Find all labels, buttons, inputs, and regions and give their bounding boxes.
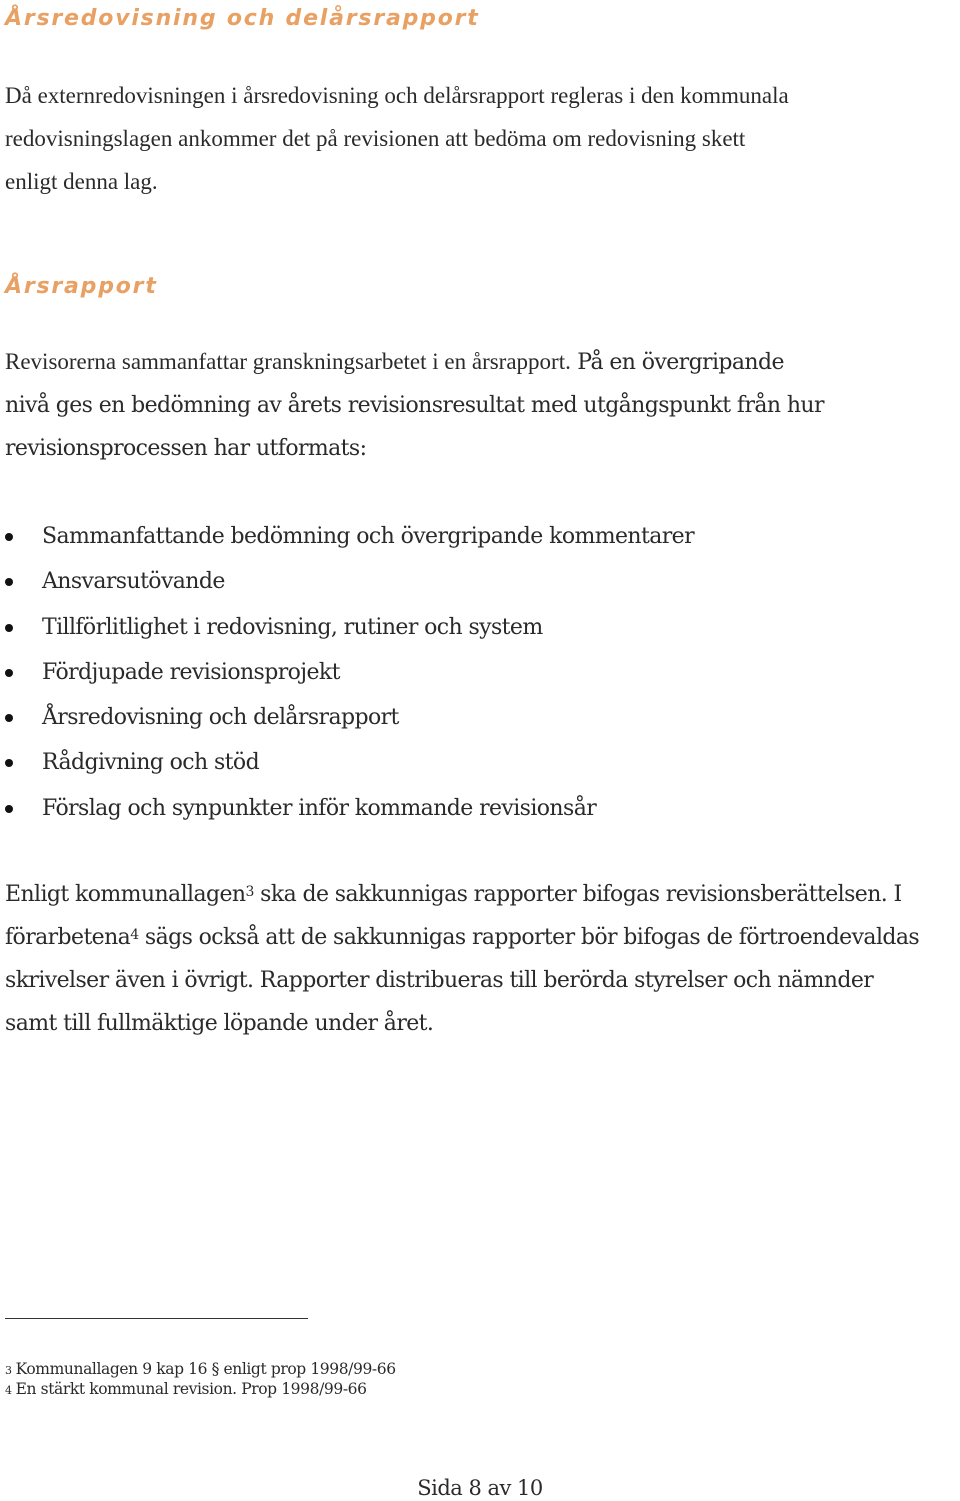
footnote-number: 3 [5, 1364, 12, 1377]
paragraph-line: redovisningslagen ankommer det på revisionen att bedöma om redovisning skett [5, 126, 746, 151]
paragraph-text: ska de sakkunnigas rapporter bifogas revisionsberättelsen. I [253, 882, 902, 907]
bullet-icon [5, 759, 13, 767]
paragraph-line: enligt denna lag. [5, 169, 158, 194]
paragraph-line: skrivelser även i övrigt. Rapporter distribueras till berörda styrelser och nämnder [5, 968, 874, 993]
list-item-text: Rådgivning och stöd [42, 750, 260, 776]
footnote-4 [5, 1380, 396, 1400]
footnote-text: En stärkt kommunal revision. Prop 1998/99-66 [15, 1380, 367, 1398]
list-item-text: Fördjupade revisionsprojekt [42, 659, 340, 685]
bullet-icon [5, 624, 13, 632]
list-item-text: Årsredovisning och delårsrapport [42, 705, 399, 731]
paragraph-line: samt till fullmäktige löpande under året. [5, 1011, 434, 1036]
footnote-number: 4 [5, 1384, 12, 1397]
list-item [0, 787, 694, 832]
bullet-list [0, 515, 694, 832]
footnote-ref-3[interactable]: 3 [245, 884, 254, 900]
list-item [0, 560, 694, 605]
footnote-3 [5, 1360, 396, 1380]
list-item-text: Tillförlitlighet i redovisning, rutiner och system [42, 614, 543, 640]
paragraph-line: Då externredovisningen i årsredovisning och delårsrapport regleras i den kommunala [5, 83, 789, 108]
paragraph-text: Revisorerna sammanfattar granskningsarbetet i en årsrapport. [5, 349, 571, 374]
paragraph-line: revisionsprocessen har utformats: [5, 436, 367, 461]
footnotes [5, 1360, 396, 1400]
paragraph-line [5, 340, 960, 384]
paragraph-kommunallagen [5, 873, 960, 1045]
paragraph-text: På en övergripande [570, 350, 784, 375]
paragraph-arsrapport-intro [5, 340, 960, 470]
footnote-divider [5, 1318, 308, 1319]
bullet-icon [5, 714, 13, 722]
list-item [0, 651, 694, 696]
list-item [0, 741, 694, 786]
footnote-text: Kommunallagen 9 kap 16 § enligt prop 1998/99-66 [15, 1360, 396, 1378]
paragraph-line [5, 916, 960, 959]
page-number: Sida 8 av 10 [417, 1476, 543, 1500]
bullet-icon [5, 578, 13, 586]
section-heading-arsredovisning: Årsredovisning och delårsrapport [5, 6, 480, 31]
paragraph-line: nivå ges en bedömning av årets revisionsresultat med utgångspunkt från hur [5, 393, 824, 418]
list-item [0, 606, 694, 651]
list-item [0, 696, 694, 741]
paragraph-text: Enligt kommunallagen [5, 882, 246, 907]
footnote-ref-4[interactable]: 4 [130, 927, 139, 943]
bullet-icon [5, 533, 13, 541]
paragraph-text: förarbetena [5, 925, 131, 950]
paragraph-line [5, 873, 960, 916]
paragraph-arsredovisning [5, 74, 960, 203]
list-item-text: Sammanfattande bedömning och övergripande kommentarer [42, 524, 694, 549]
bullet-icon [5, 805, 13, 813]
paragraph-text: sägs också att de sakkunnigas rapporter bör bifogas de förtroendevaldas [138, 925, 920, 950]
list-item-text: Ansvarsutövande [42, 569, 225, 595]
section-heading-arsrapport: Årsrapport [5, 274, 158, 299]
list-item-text: Förslag och synpunkter inför kommande revisionsår [42, 795, 597, 821]
bullet-icon [5, 669, 13, 677]
list-item [0, 515, 694, 560]
